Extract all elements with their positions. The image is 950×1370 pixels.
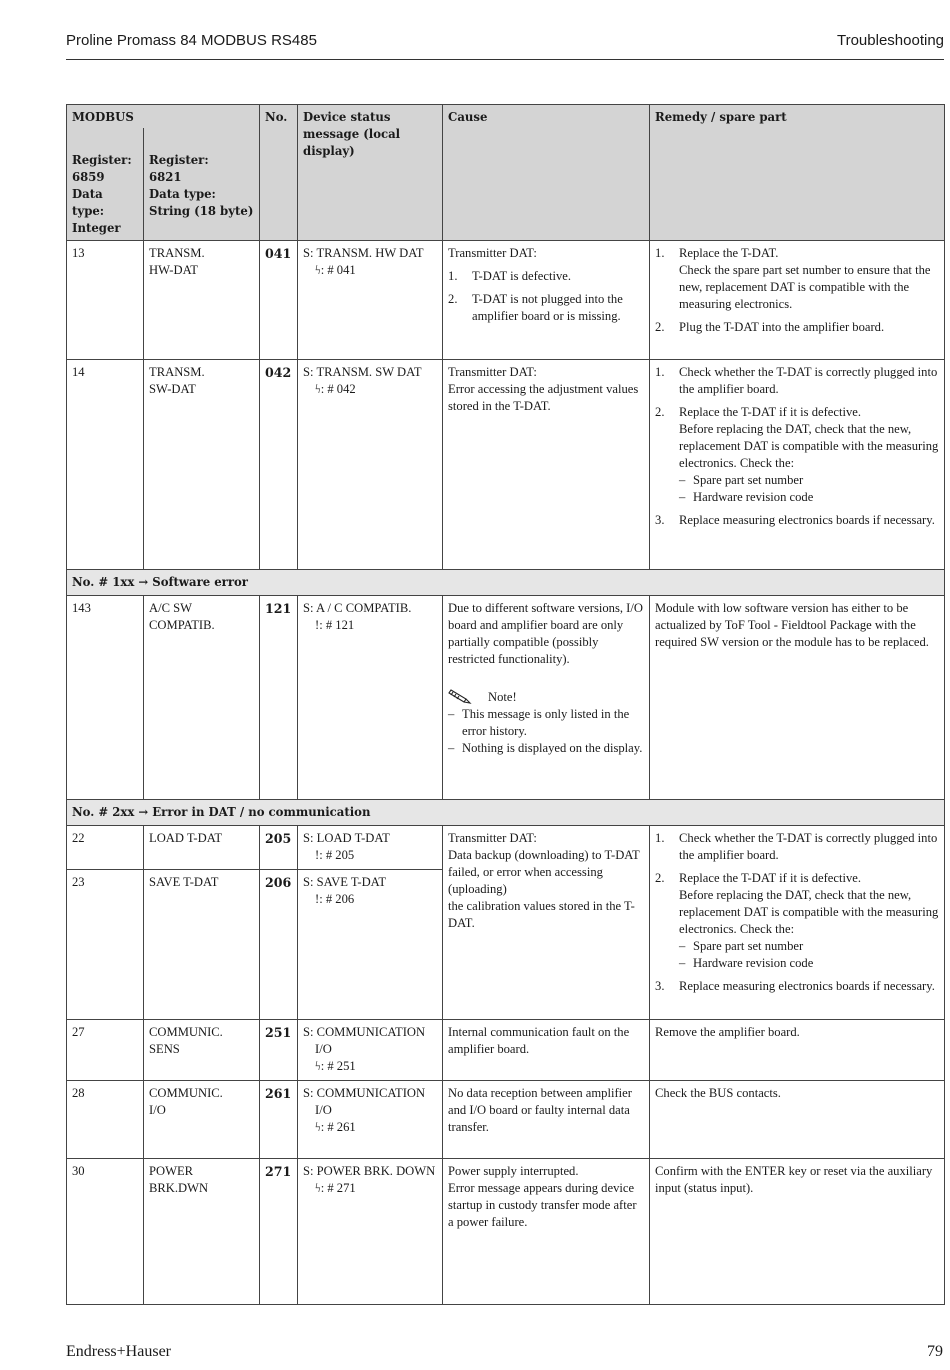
error-number: 251 — [260, 1020, 298, 1081]
string-cell: COMMUNIC. I/O — [144, 1081, 260, 1159]
table-row — [67, 1020, 945, 1081]
register-cell: 14 — [67, 360, 144, 570]
section-dat-error: No. # 2xx → Error in DAT / no communication — [67, 800, 945, 826]
status-message: S: TRANSM. SW DAT ϟ: # 042 — [298, 360, 443, 570]
status-message: S: POWER BRK. DOWN ϟ: # 271 — [298, 1159, 443, 1305]
remedy-cell: Module with low software version has either to be actualized by ToF Tool - Fieldtool Package with the required SW version or the module has to be replaced. — [650, 596, 945, 800]
cause-cell: Transmitter DAT: Error accessing the adjustment values stored in the T-DAT. — [443, 360, 650, 570]
status-message: S: A / C COMPATIB. !: # 121 — [298, 596, 443, 800]
status-message: S: COMMUNICATION I/O ϟ: # 261 — [298, 1081, 443, 1159]
header-title: Proline Promass 84 MODBUS RS485 — [66, 32, 317, 49]
register-cell: 143 — [67, 596, 144, 800]
status-message: S: COMMUNICATION I/O ϟ: # 251 — [298, 1020, 443, 1081]
table-row — [67, 826, 945, 870]
status-message: S: LOAD T-DAT !: # 205 — [298, 826, 443, 870]
cause-cell: Due to different software versions, I/O board and amplifier board are only partially compatible (possibly restricted functionality). Note! – This message is only listed in the error history. – Nothing is displayed on the display. — [443, 596, 650, 800]
register-cell: 30 — [67, 1159, 144, 1305]
string-cell: TRANSM. HW-DAT — [144, 241, 260, 360]
error-number: 261 — [260, 1081, 298, 1159]
section-row — [67, 570, 945, 596]
status-message: S: TRANSM. HW DAT ϟ: # 041 — [298, 241, 443, 360]
table-row — [67, 1081, 945, 1159]
register-integer-header: Register: 6859 Data type: Integer — [67, 128, 144, 241]
remedy-cell: 1. Replace the T-DAT. Check the spare part set number to ensure that the new, replacement DAT is compatible with the measuring electronics. 2. Plug the T-DAT into the amplifier board. — [650, 241, 945, 360]
remedy-cell: 1. Check whether the T-DAT is correctly plugged into the amplifier board. 2. Replace the T-DAT if it is defective. Before replacing the DAT, check that the new, replacement DAT is compatible with the measuring electronics. Check the: – Spare part set number – Hardware revision code 3. Replace measuring electronics boards if necessary. — [650, 826, 945, 1020]
header-rule — [66, 59, 944, 60]
table-row — [67, 241, 945, 360]
pencil-note-icon — [448, 688, 474, 704]
device-status-header: Device status message (local display) — [298, 105, 443, 241]
error-number: 271 — [260, 1159, 298, 1305]
section-row — [67, 800, 945, 826]
page-number: 79 — [927, 1343, 943, 1360]
table-row — [67, 596, 945, 800]
cause-cell: Power supply interrupted. Error message appears during device startup in custody transfer mode after a power failure. — [443, 1159, 650, 1305]
remedy-cell: 1. Check whether the T-DAT is correctly plugged into the amplifier board. 2. Replace the T-DAT if it is defective. Before replacing the DAT, check that the new, replacement DAT is compatible with the measuring electronics. Check the: – Spare part set number – Hardware revision code 3. Replace measuring electronics boards if necessary. — [650, 360, 945, 570]
error-number: 121 — [260, 596, 298, 800]
string-cell: LOAD T-DAT — [144, 826, 260, 870]
register-cell: 23 — [67, 870, 144, 1020]
error-number: 205 — [260, 826, 298, 870]
note-block: Note! – This message is only listed in the error history. – Nothing is displayed on the display. — [448, 690, 643, 755]
cause-header: Cause — [443, 105, 650, 241]
table-row — [67, 1159, 945, 1305]
string-cell: TRANSM. SW-DAT — [144, 360, 260, 570]
register-cell: 13 — [67, 241, 144, 360]
cause-cell: No data reception between amplifier and I/O board or faulty internal data transfer. — [443, 1081, 650, 1159]
footer-brand: Endress+Hauser — [66, 1343, 171, 1360]
note-label: Note! — [488, 690, 517, 704]
error-number: 041 — [260, 241, 298, 360]
remedy-cell: Remove the amplifier board. — [650, 1020, 945, 1081]
cause-cell: Transmitter DAT: Data backup (downloading) to T-DAT failed, or error when accessing (uploading) the calibration values stored in the T-DAT. — [443, 826, 650, 1020]
section-software-error: No. # 1xx → Software error — [67, 570, 945, 596]
status-message: S: SAVE T-DAT !: # 206 — [298, 870, 443, 1020]
remedy-header: Remedy / spare part — [650, 105, 945, 241]
string-cell: SAVE T-DAT — [144, 870, 260, 1020]
cause-cell: Internal communication fault on the amplifier board. — [443, 1020, 650, 1081]
header-section: Troubleshooting — [836, 32, 944, 49]
no-header: No. — [260, 105, 298, 241]
troubleshooting-table — [66, 104, 945, 1305]
remedy-cell: Confirm with the ENTER key or reset via the auxiliary input (status input). — [650, 1159, 945, 1305]
register-string-header: Register: 6821 Data type: String (18 byte) — [144, 128, 260, 241]
cause-cell: Transmitter DAT: 1. T-DAT is defective. 2. T-DAT is not plugged into the amplifier board or is missing. — [443, 241, 650, 360]
table-header-row — [67, 105, 945, 129]
register-cell: 22 — [67, 826, 144, 870]
register-cell: 27 — [67, 1020, 144, 1081]
remedy-cell: Check the BUS contacts. — [650, 1081, 945, 1159]
error-number: 042 — [260, 360, 298, 570]
error-number: 206 — [260, 870, 298, 1020]
string-cell: POWER BRK.DWN — [144, 1159, 260, 1305]
string-cell: COMMUNIC. SENS — [144, 1020, 260, 1081]
modbus-header: MODBUS — [67, 105, 260, 129]
table-row — [67, 360, 945, 570]
register-cell: 28 — [67, 1081, 144, 1159]
string-cell: A/C SW COMPATIB. — [144, 596, 260, 800]
